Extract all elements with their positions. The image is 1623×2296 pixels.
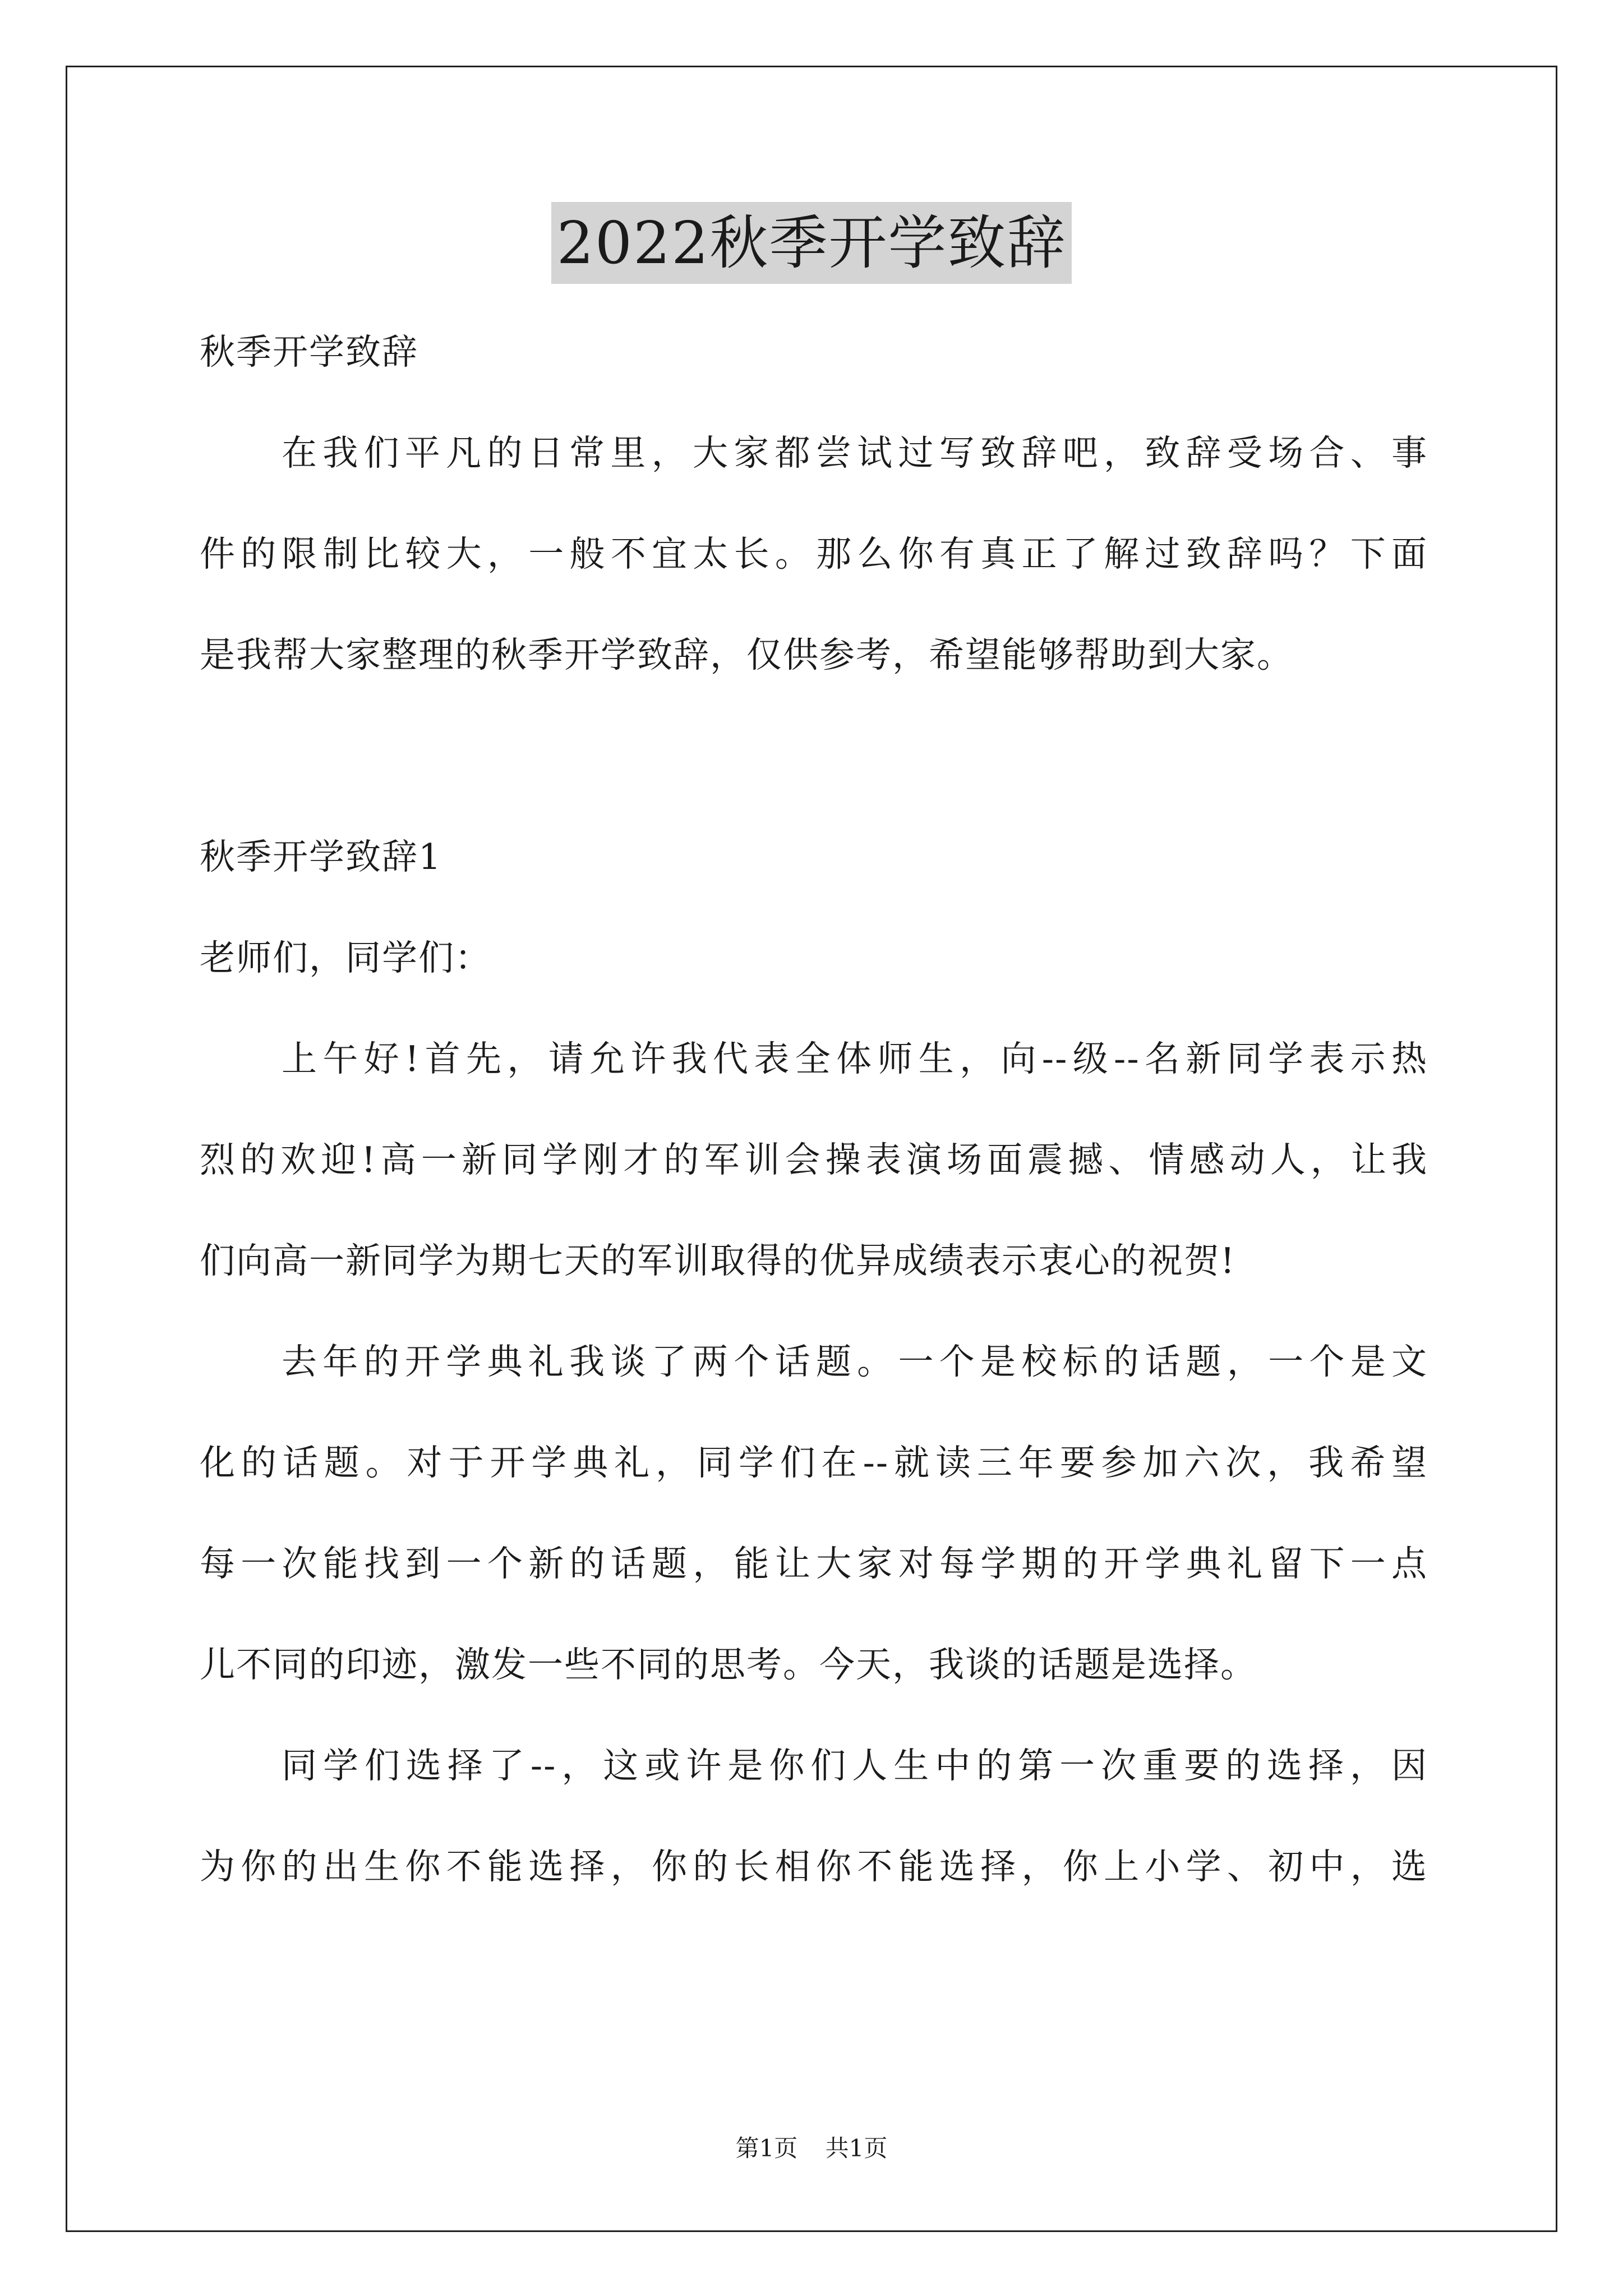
page-footer: [0, 2132, 1623, 2165]
spacer: [200, 706, 1428, 807]
greeting: 老师们，同学们：: [200, 937, 491, 978]
intro-heading: 秋季开学致辞: [200, 332, 418, 372]
page-total: 共1页: [825, 2134, 888, 2162]
paragraph-line: 每一次能找到一个新的话题，能让大家对每学期的开学典礼留下一点: [200, 1543, 1428, 1584]
intro-line: 件的限制比较大，一般不宜太长。那么你有真正了解过致辞吗？下面: [200, 533, 1428, 574]
page-number: 第1页: [735, 2134, 798, 2162]
paragraph-line: 烈的欢迎!高一新同学刚才的军训会操表演场面震撼、情感动人，让我: [200, 1139, 1428, 1180]
title-container: [0, 202, 1623, 284]
paragraph-line: 去年的开学典礼我谈了两个话题。一个是校标的话题，一个是文: [282, 1341, 1428, 1382]
document-title: 2022秋季开学致辞: [551, 202, 1072, 284]
intro-line: 是我帮大家整理的秋季开学致辞，仅供参考，希望能够帮助到大家。: [200, 634, 1293, 675]
paragraph-line: 儿不同的印迹，激发一些不同的思考。今天，我谈的话题是选择。: [200, 1644, 1257, 1685]
intro-line: 在我们平凡的日常里，大家都尝试过写致辞吧，致辞受场合、事: [282, 432, 1428, 473]
paragraph-line: 化的话题。对于开学典礼，同学们在--就读三年要参加六次，我希望: [200, 1442, 1428, 1483]
paragraph-line: 上午好!首先，请允许我代表全体师生，向--级--名新同学表示热: [282, 1038, 1428, 1079]
document-body: [200, 302, 1428, 1917]
paragraph-line: 们向高一新同学为期七天的军训取得的优异成绩表示衷心的祝贺!: [200, 1240, 1236, 1281]
section-heading: 秋季开学致辞1: [200, 836, 442, 877]
paragraph-line: 为你的出生你不能选择，你的长相你不能选择，你上小学、初中，选: [200, 1846, 1428, 1887]
paragraph-line: 同学们选择了--，这或许是你们人生中的第一次重要的选择，因: [282, 1745, 1428, 1786]
